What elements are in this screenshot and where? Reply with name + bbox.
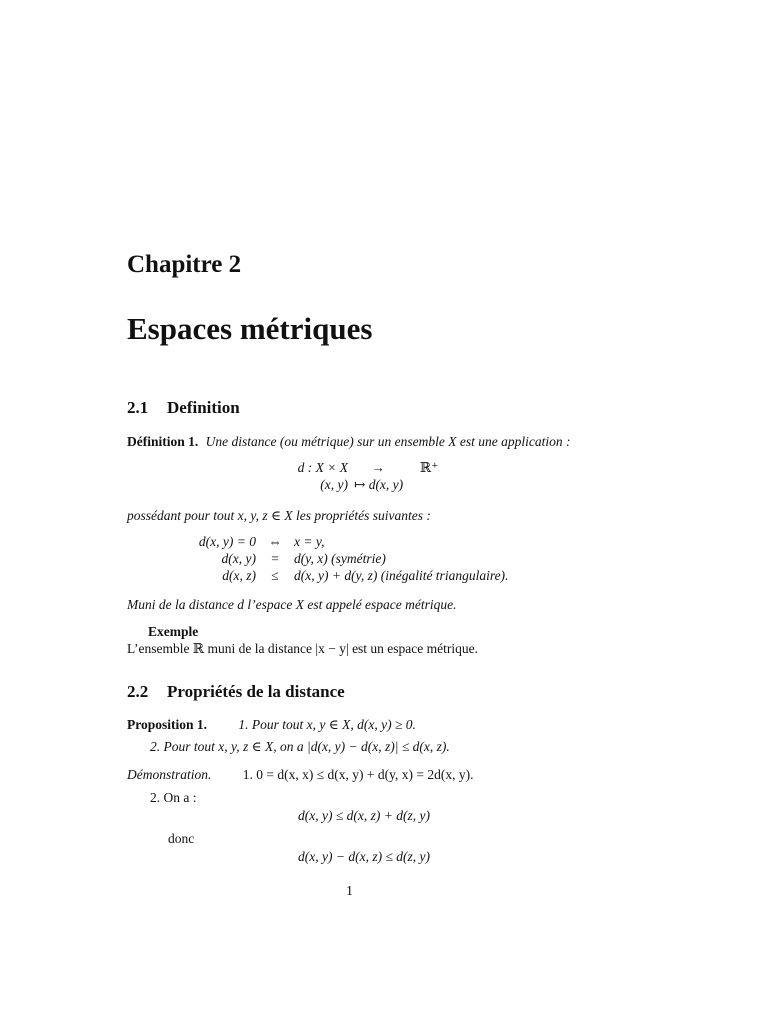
section-number: 2.2 (127, 682, 149, 701)
example-heading: Exemple (148, 624, 199, 639)
page-number: 1 (346, 884, 353, 899)
mapping-image: d(x, y) (368, 477, 404, 492)
proof-label: Démonstration. (127, 767, 212, 782)
property-rhs: x = y, (294, 534, 325, 549)
property-rel: ≤ (271, 568, 279, 583)
property-rel: ⇔ (268, 534, 282, 549)
proof-donc: donc (168, 831, 195, 846)
properties-intro: possédant pour tout x, y, z ∈ X les propriétés suivantes : (127, 508, 431, 523)
section-title: Propriétés de la distance (167, 682, 345, 701)
property-lhs: d(x, z) (222, 568, 256, 583)
property-lhs: d(x, y) (221, 551, 256, 566)
section-number: 2.1 (127, 398, 149, 417)
mapping-domain: d : X × X (297, 460, 348, 475)
mapping-codomain: ℝ⁺ (420, 460, 439, 475)
proof (127, 767, 473, 783)
properties-list (180, 534, 508, 584)
definition-label: Définition 1. (127, 434, 199, 449)
proof-item-1: 1. 0 = d(x, x) ≤ d(x, y) + d(y, x) = 2d(x, y). (242, 767, 474, 782)
definition-closing: Muni de la distance d l’espace X est appelé espace métrique. (127, 597, 457, 612)
property-note: (symétrie) (331, 551, 386, 566)
property-rhs: d(y, x) (294, 551, 328, 566)
definition-text: Une distance (ou métrique) sur un ensemble X est une application : (205, 434, 571, 449)
definition-1 (127, 434, 570, 450)
proof-equation-2: d(x, y) − d(x, z) ≤ d(z, y) (298, 849, 430, 864)
proof-equation-1: d(x, y) ≤ d(x, z) + d(z, y) (298, 808, 430, 823)
maps-to-symbol: ↦ (354, 477, 366, 492)
section-heading-2-1 (127, 398, 240, 418)
property-rhs-line (294, 568, 508, 584)
proposition-label: Proposition 1. (127, 717, 208, 732)
section-heading-2-2 (127, 682, 345, 702)
property-rel: = (271, 551, 279, 566)
mapping-arg: (x, y) (320, 477, 348, 492)
example-text: L’ensemble ℝ muni de la distance |x − y| est un espace métrique. (127, 641, 479, 656)
proposition-item-1: 1. Pour tout x, y ∈ X, d(x, y) ≥ 0. (238, 717, 416, 732)
property-rhs: d(x, y) + d(y, z) (294, 568, 378, 583)
distance-mapping (268, 460, 478, 493)
mapping-arrow: → (371, 460, 385, 475)
proposition-item-2: 2. Pour tout x, y, z ∈ X, on a |d(x, y) − d(x, z)| ≤ d(x, z). (150, 739, 450, 754)
section-title: Definition (167, 398, 240, 417)
chapter-number: Chapitre 2 (127, 251, 242, 278)
mapping-maps-to (348, 477, 408, 493)
property-rhs-line (294, 551, 508, 567)
proof-item-2-intro: 2. On a : (150, 790, 197, 805)
proposition-1 (127, 717, 416, 733)
chapter-title: Espaces métriques (127, 311, 373, 346)
property-lhs: d(x, y) = 0 (198, 534, 256, 549)
property-note: (inégalité triangulaire). (380, 568, 509, 583)
